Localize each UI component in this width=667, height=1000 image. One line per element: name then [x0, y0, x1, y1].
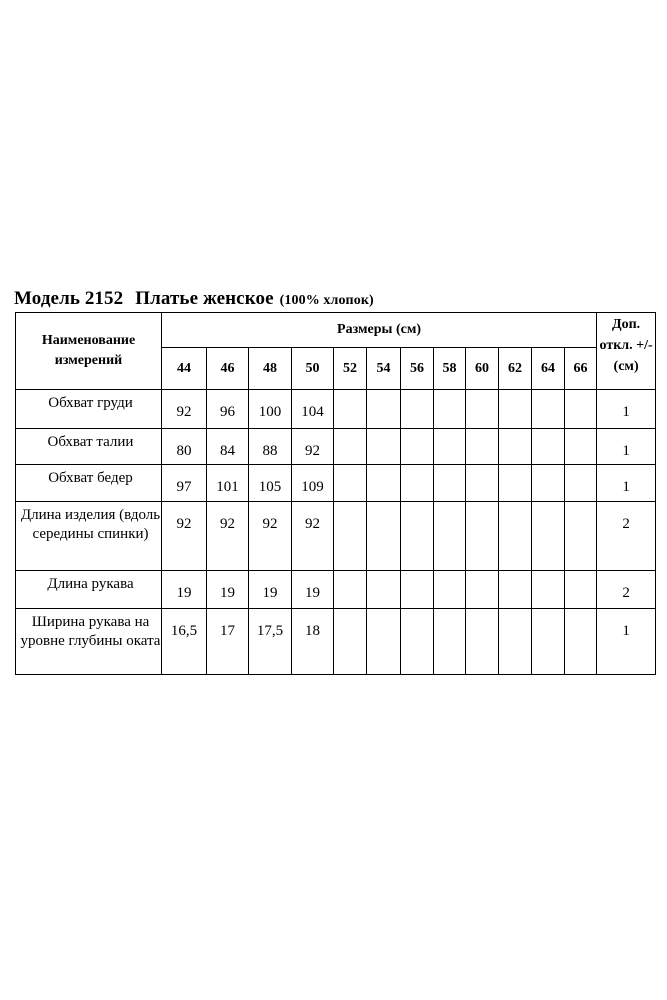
table-body [16, 390, 656, 675]
value-cell [367, 571, 401, 609]
value-cell: 92 [249, 502, 292, 571]
value-cell [334, 609, 367, 675]
table-row [16, 502, 656, 571]
value-cell [499, 609, 532, 675]
model-label: Модель 2152 [14, 288, 124, 309]
size-header-cell: 54 [367, 348, 401, 390]
tolerance-cell: 1 [597, 465, 656, 502]
size-header-cell: 44 [162, 348, 207, 390]
value-cell: 84 [207, 429, 249, 465]
measurement-name-cell: Длина рукава [16, 571, 162, 609]
value-cell [434, 465, 466, 502]
value-cell [367, 429, 401, 465]
value-cell [434, 429, 466, 465]
value-cell: 17,5 [249, 609, 292, 675]
value-cell [367, 465, 401, 502]
measurement-name-cell: Обхват талии [16, 429, 162, 465]
value-cell [401, 609, 434, 675]
value-cell [466, 571, 499, 609]
value-cell [466, 609, 499, 675]
value-cell [434, 609, 466, 675]
table-header-row [16, 313, 656, 348]
value-cell [401, 571, 434, 609]
value-cell: 17 [207, 609, 249, 675]
value-cell [434, 390, 466, 429]
measurement-name-cell: Обхват бедер [16, 465, 162, 502]
tolerance-cell: 1 [597, 609, 656, 675]
size-chart-table [15, 312, 656, 675]
value-cell [499, 571, 532, 609]
table-row [16, 609, 656, 675]
tolerance-cell: 1 [597, 390, 656, 429]
tolerance-cell: 1 [597, 429, 656, 465]
material-label: (100% хлопок) [279, 293, 374, 308]
value-cell [334, 390, 367, 429]
table-row [16, 465, 656, 502]
value-cell [565, 429, 597, 465]
size-header-cell: 64 [532, 348, 565, 390]
document-title [14, 288, 374, 310]
value-cell [565, 502, 597, 571]
product-label: Платье женское [135, 288, 274, 309]
table-row [16, 390, 656, 429]
value-cell: 19 [292, 571, 334, 609]
value-cell [334, 502, 367, 571]
value-cell [565, 390, 597, 429]
value-cell: 104 [292, 390, 334, 429]
header-tolerance: Доп. откл. +/- (см) [597, 313, 656, 390]
value-cell [466, 465, 499, 502]
table-row [16, 429, 656, 465]
value-cell: 100 [249, 390, 292, 429]
value-cell [401, 429, 434, 465]
header-measurement-name: Наименование измерений [16, 313, 162, 390]
size-header-cell: 62 [499, 348, 532, 390]
value-cell [466, 390, 499, 429]
size-header-cell: 56 [401, 348, 434, 390]
value-cell [499, 502, 532, 571]
value-cell: 19 [249, 571, 292, 609]
size-header-cell: 52 [334, 348, 367, 390]
value-cell: 92 [162, 390, 207, 429]
value-cell [532, 502, 565, 571]
value-cell: 97 [162, 465, 207, 502]
measurement-name-cell: Длина изделия (вдоль середины спинки) [16, 502, 162, 571]
value-cell [367, 609, 401, 675]
value-cell [532, 429, 565, 465]
value-cell [532, 465, 565, 502]
value-cell [401, 390, 434, 429]
measurement-name-cell: Обхват груди [16, 390, 162, 429]
value-cell [434, 502, 466, 571]
size-header-cell: 46 [207, 348, 249, 390]
value-cell [401, 465, 434, 502]
value-cell: 19 [207, 571, 249, 609]
value-cell [499, 465, 532, 502]
value-cell [565, 465, 597, 502]
value-cell: 101 [207, 465, 249, 502]
value-cell: 96 [207, 390, 249, 429]
value-cell: 16,5 [162, 609, 207, 675]
value-cell [565, 571, 597, 609]
size-header-cell: 60 [466, 348, 499, 390]
value-cell [466, 429, 499, 465]
value-cell [334, 429, 367, 465]
value-cell: 88 [249, 429, 292, 465]
value-cell [334, 571, 367, 609]
tolerance-cell: 2 [597, 502, 656, 571]
value-cell: 92 [207, 502, 249, 571]
value-cell [532, 609, 565, 675]
value-cell [499, 390, 532, 429]
table-row [16, 571, 656, 609]
value-cell [367, 390, 401, 429]
value-cell [565, 609, 597, 675]
value-cell: 105 [249, 465, 292, 502]
value-cell [466, 502, 499, 571]
size-header-cell: 48 [249, 348, 292, 390]
value-cell: 92 [162, 502, 207, 571]
value-cell: 109 [292, 465, 334, 502]
value-cell [434, 571, 466, 609]
value-cell [532, 390, 565, 429]
value-cell [532, 571, 565, 609]
header-sizes: Размеры (см) [162, 313, 597, 348]
measurement-name-cell: Ширина рукава на уровне глубины оката [16, 609, 162, 675]
value-cell [401, 502, 434, 571]
value-cell: 18 [292, 609, 334, 675]
value-cell: 92 [292, 429, 334, 465]
value-cell: 80 [162, 429, 207, 465]
size-header-cell: 58 [434, 348, 466, 390]
tolerance-cell: 2 [597, 571, 656, 609]
value-cell: 92 [292, 502, 334, 571]
value-cell: 19 [162, 571, 207, 609]
value-cell [334, 465, 367, 502]
size-header-cell: 66 [565, 348, 597, 390]
size-header-cell: 50 [292, 348, 334, 390]
value-cell [367, 502, 401, 571]
value-cell [499, 429, 532, 465]
